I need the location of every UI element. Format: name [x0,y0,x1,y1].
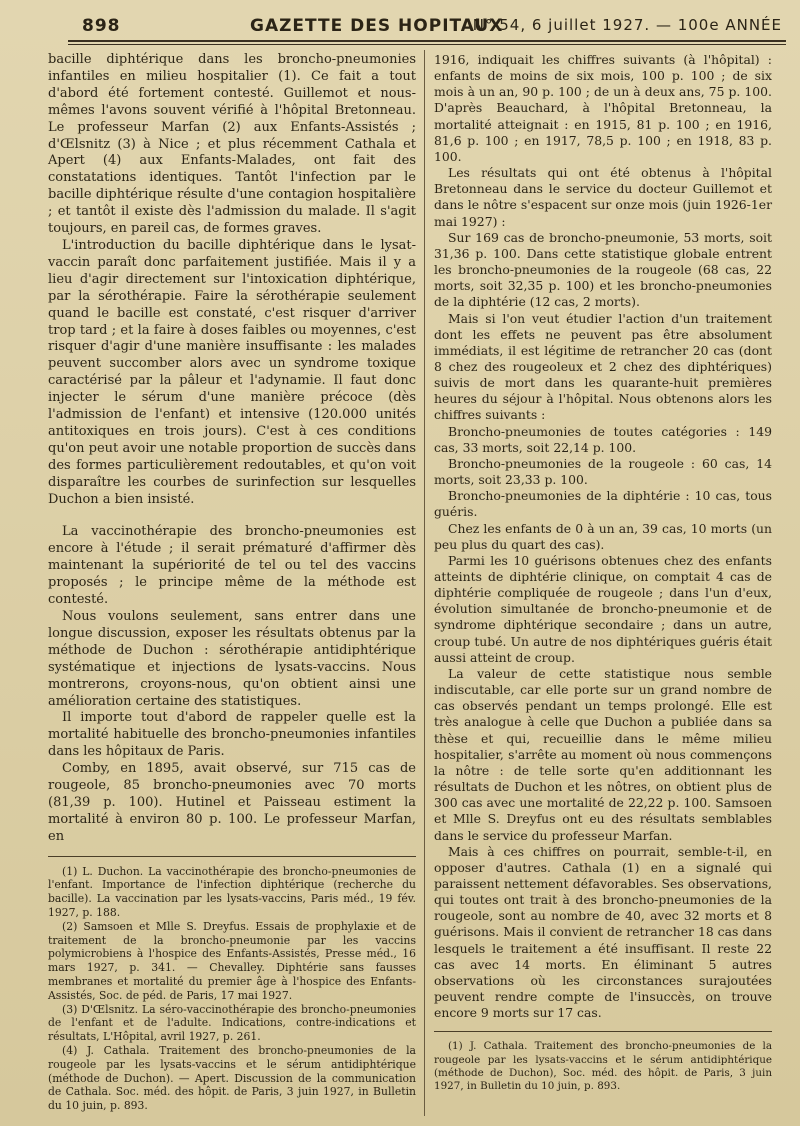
right-paragraph: Mais à ces chiffres on pourrait, semble-t-il, en opposer d'autres. Cathala (1) en a signalé qui paraissent nettement défavorables. Ses observations, qui toutes ont trait à des broncho-pneumonies de la rougeole, sont au nombre de 40, avec 32 morts et 8 guérisons. Mais il convient de retrancher 18 cas dans lesquels le traitement a été insuffisant. Il reste 22 cas avec 14 morts. En éliminant 5 autres observations où les circonstances surajoutées peuvent rendre compte de l'insuccès, on trouve encore 9 morts sur 17 cas. [434,843,772,1021]
left-paragraph: La vaccinothérapie des broncho-pneumonies est encore à l'étude ; il serait prématuré d'affirmer dès maintenant la supériorité de tel ou tel des vaccins proposés ; le principe même de la méthode est contesté. [48,524,416,608]
footnote-rule [434,1031,772,1032]
footnote: (1) J. Cathala. Traitement des broncho-pneumonies de la rougeole par les lysats-vaccins et le sérum antidiphtérique (méthode de Duchon), Soc. méd. des hôpit. de Paris, 3 juin 1927, in Bulletin du 10 juin, p. 893. [434,1040,772,1092]
right-paragraph: Sur 169 cas de broncho-pneumonie, 53 morts, soit 31,36 p. 100. Dans cette statistique globale entrent les broncho-pneumonies de la rougeole (68 cas, 22 morts, soit 32,35 p. 100) et les broncho-pneumonies de la diphtérie (12 cas, 2 morts). [434,229,772,310]
header-rule-thin [68,44,786,45]
footnote: (1) L. Duchon. La vaccinothérapie des broncho-pneumonies de l'enfant. Importance de l'infection diphtérique (recherche du bacille). La vaccination par les lysats-vaccins, Paris méd., 19 fév. 1927, p. 188. [48,864,416,920]
left-paragraph: bacille diphtérique dans les broncho-pneumonies infantiles en milieu hospitalier (1). Ce fait a tout d'abord été fortement contesté. Guillemot et nous-mêmes l'avons souvent vérifié à l'hôpital Bretonneau. Le professeur Marfan (2) aux Enfants-Assistés ; d'Œlsnitz (3) à Nice ; et plus récemment Cathala et Apert (4) aux Enfants-Malades, ont fait des constatations identiques. Tantôt l'infection par le bacille diphtérique résulte d'une contagion hospitalière ; et tantôt il existe dès l'admission du malade. Il s'agit toujours, en pareil cas, de formes graves. [48,52,416,237]
running-header [82,14,782,38]
right-column [434,52,772,1093]
left-paragraph: Comby, en 1895, avait observé, sur 715 cas de rougeole, 85 broncho-pneumonies avec 70 morts (81,39 p. 100). Hutinel et Paisseau estiment la mortalité à environ 80 p. 100. Le professeur Marfan, en [48,761,416,844]
column-divider [424,50,425,1116]
left-paragraph: Nous voulons seulement, sans entrer dans une longue discussion, exposer les résultats obtenus par la méthode de Duchon : sérothérapie antidiphtérique systématique et injections de lysats-vaccins. Nous montrerons, croyons-nous, qu'on obtient ainsi une amélioration certaine des statistiques. [48,609,416,709]
right-paragraph: Mais si l'on veut étudier l'action d'un traitement dont les effets ne peuvent pas être absolument immédiats, il est légitime de retrancher 20 cas (dont 8 chez des rougeoleux et 2 chez des diphtériques) suivis de mort dans les quarante-huit premières heures du séjour à l'hôpital. Nous obtenons alors les chiffres suivants : [434,310,772,423]
right-paragraph: Parmi les 10 guérisons obtenues chez des enfants atteints de diphtérie clinique, on comptait 4 cas de diphtérie compliquée de rougeole ; dans l'un d'eux, évolution simultanée de broncho-pneumonie et de syndrome diphtérique secondaire ; dans un autre, croup tubé. Un autre de nos diphtériques guéris était aussi atteint de croup. [434,552,772,665]
journal-title: GAZETTE DES HOPITAUX [250,16,504,36]
right-paragraph: Broncho-pneumonies de la diphtérie : 10 cas, tous guéris. [434,488,772,520]
footnote: (4) J. Cathala. Traitement des broncho-pneumonies de la rougeole par les lysats-vaccins et le sérum antidiphtérique (méthode de Duchon). — Apert. Discussion de la communication de Cathala. Soc. méd. des hôpit. de Paris, 3 juin 1927, in Bulletin du 10 juin, p. 893. [48,1044,416,1113]
left-paragraph: Il importe tout d'abord de rappeler quelle est la mortalité habituelle des broncho-pneumonies infantiles dans les hôpitaux de Paris. [48,710,416,760]
right-paragraph: Chez les enfants de 0 à un an, 39 cas, 10 morts (un peu plus du quart des cas). [434,520,772,552]
footnote: (3) D'Œlsnitz. La séro-vaccinothérapie des broncho-pneumonies de l'enfant et de l'adulte. Indications, contre-indications et résultats, L'Hôpital, avril 1927, p. 261. [48,1002,416,1044]
right-paragraph: La valeur de cette statistique nous semble indiscutable, car elle porte sur un grand nombre de cas observés pendant un temps prolongé. Elle est très analogue à celle que Duchon a publiée dans sa thèse et qui, recueillie dans le même milieu hospitalier, s'arrête au moment où nous commençons la nôtre : de telle sorte qu'en additionnant les résultats de Duchon et les nôtres, on obtient plus de 300 cas avec une mortalité de 22,22 p. 100. Samsoen et Mlle S. Dreyfus ont eu des résultats semblables dans le service du professeur Marfan. [434,665,772,843]
right-paragraph: 1916, indiquait les chiffres suivants (à l'hôpital) : enfants de moins de six mois, 100 p. 100 ; de six mois à un an, 90 p. 100 ; de un à deux ans, 75 p. 100. D'après Beauchard, à l'hôpital Bretonneau, la mortalité atteignait : en 1915, 81 p. 100 ; en 1916, 81,6 p. 100 ; en 1917, 78,5 p. 100 ; en 1918, 83 p. 100. [434,52,772,164]
right-footnotes [434,1040,772,1093]
right-paragraph: Les résultats qui ont été obtenus à l'hôpital Bretonneau dans le service du docteur Guillemot et dans le nôtre s'espacent sur onze mois (juin 1926-1er mai 1927) : [434,165,772,229]
header-rule-thick [68,40,786,42]
right-paragraph: Broncho-pneumonies de la rougeole : 60 cas, 14 morts, soit 23,33 p. 100. [434,455,772,488]
left-column [48,52,416,1113]
footnote-rule [48,856,416,857]
right-paragraph: Broncho-pneumonies de toutes catégories : 149 cas, 33 morts, soit 22,14 p. 100. [434,423,772,455]
left-footnotes [48,865,416,1113]
footnote: (2) Samsoen et Mlle S. Dreyfus. Essais de prophylaxie et de traitement de la broncho-pneumonie par les vaccins polymicrobiens à l'hospice des Enfants-Assistés, Presse méd., 16 mars 1927, p. 341. — Chevalley. Diphtérie sans fausses membranes et mortalité du premier âge à l'hospice des Enfants-Assistés, Soc. de péd. de Paris, 17 mai 1927. [48,919,416,1002]
left-paragraph: L'introduction du bacille diphtérique dans le lysat-vaccin paraît donc parfaitement justifiée. Mais il y a lieu d'agir directement sur l'intoxication diphtérique, par la sérothérapie. Faire la sérothérapie seulement quand le bacille est constaté, c'est risquer d'arriver trop tard ; et la faire à doses faibles ou moyennes, c'est risquer d'agir d'une manière insuffisante : les malades peuvent succomber alors avec un syndrome toxique caractérisé par la pâleur et l'adynamie. Il faut donc injecter le sérum d'une manière précoce (dès l'admission de l'enfant) et intensive (120.000 unités antitoxiques en trois jours). C'est à ces conditions qu'on peut avoir une notable proportion de succès dans des formes particulièrement redoutables, et qu'on voit disparaître les courbes de surinfection sur lesquelles Duchon a bien insisté. [48,237,416,507]
page-number: 898 [82,16,121,36]
issue-line: N° 54, 6 juillet 1927. — 100e ANNÉE [472,16,782,34]
